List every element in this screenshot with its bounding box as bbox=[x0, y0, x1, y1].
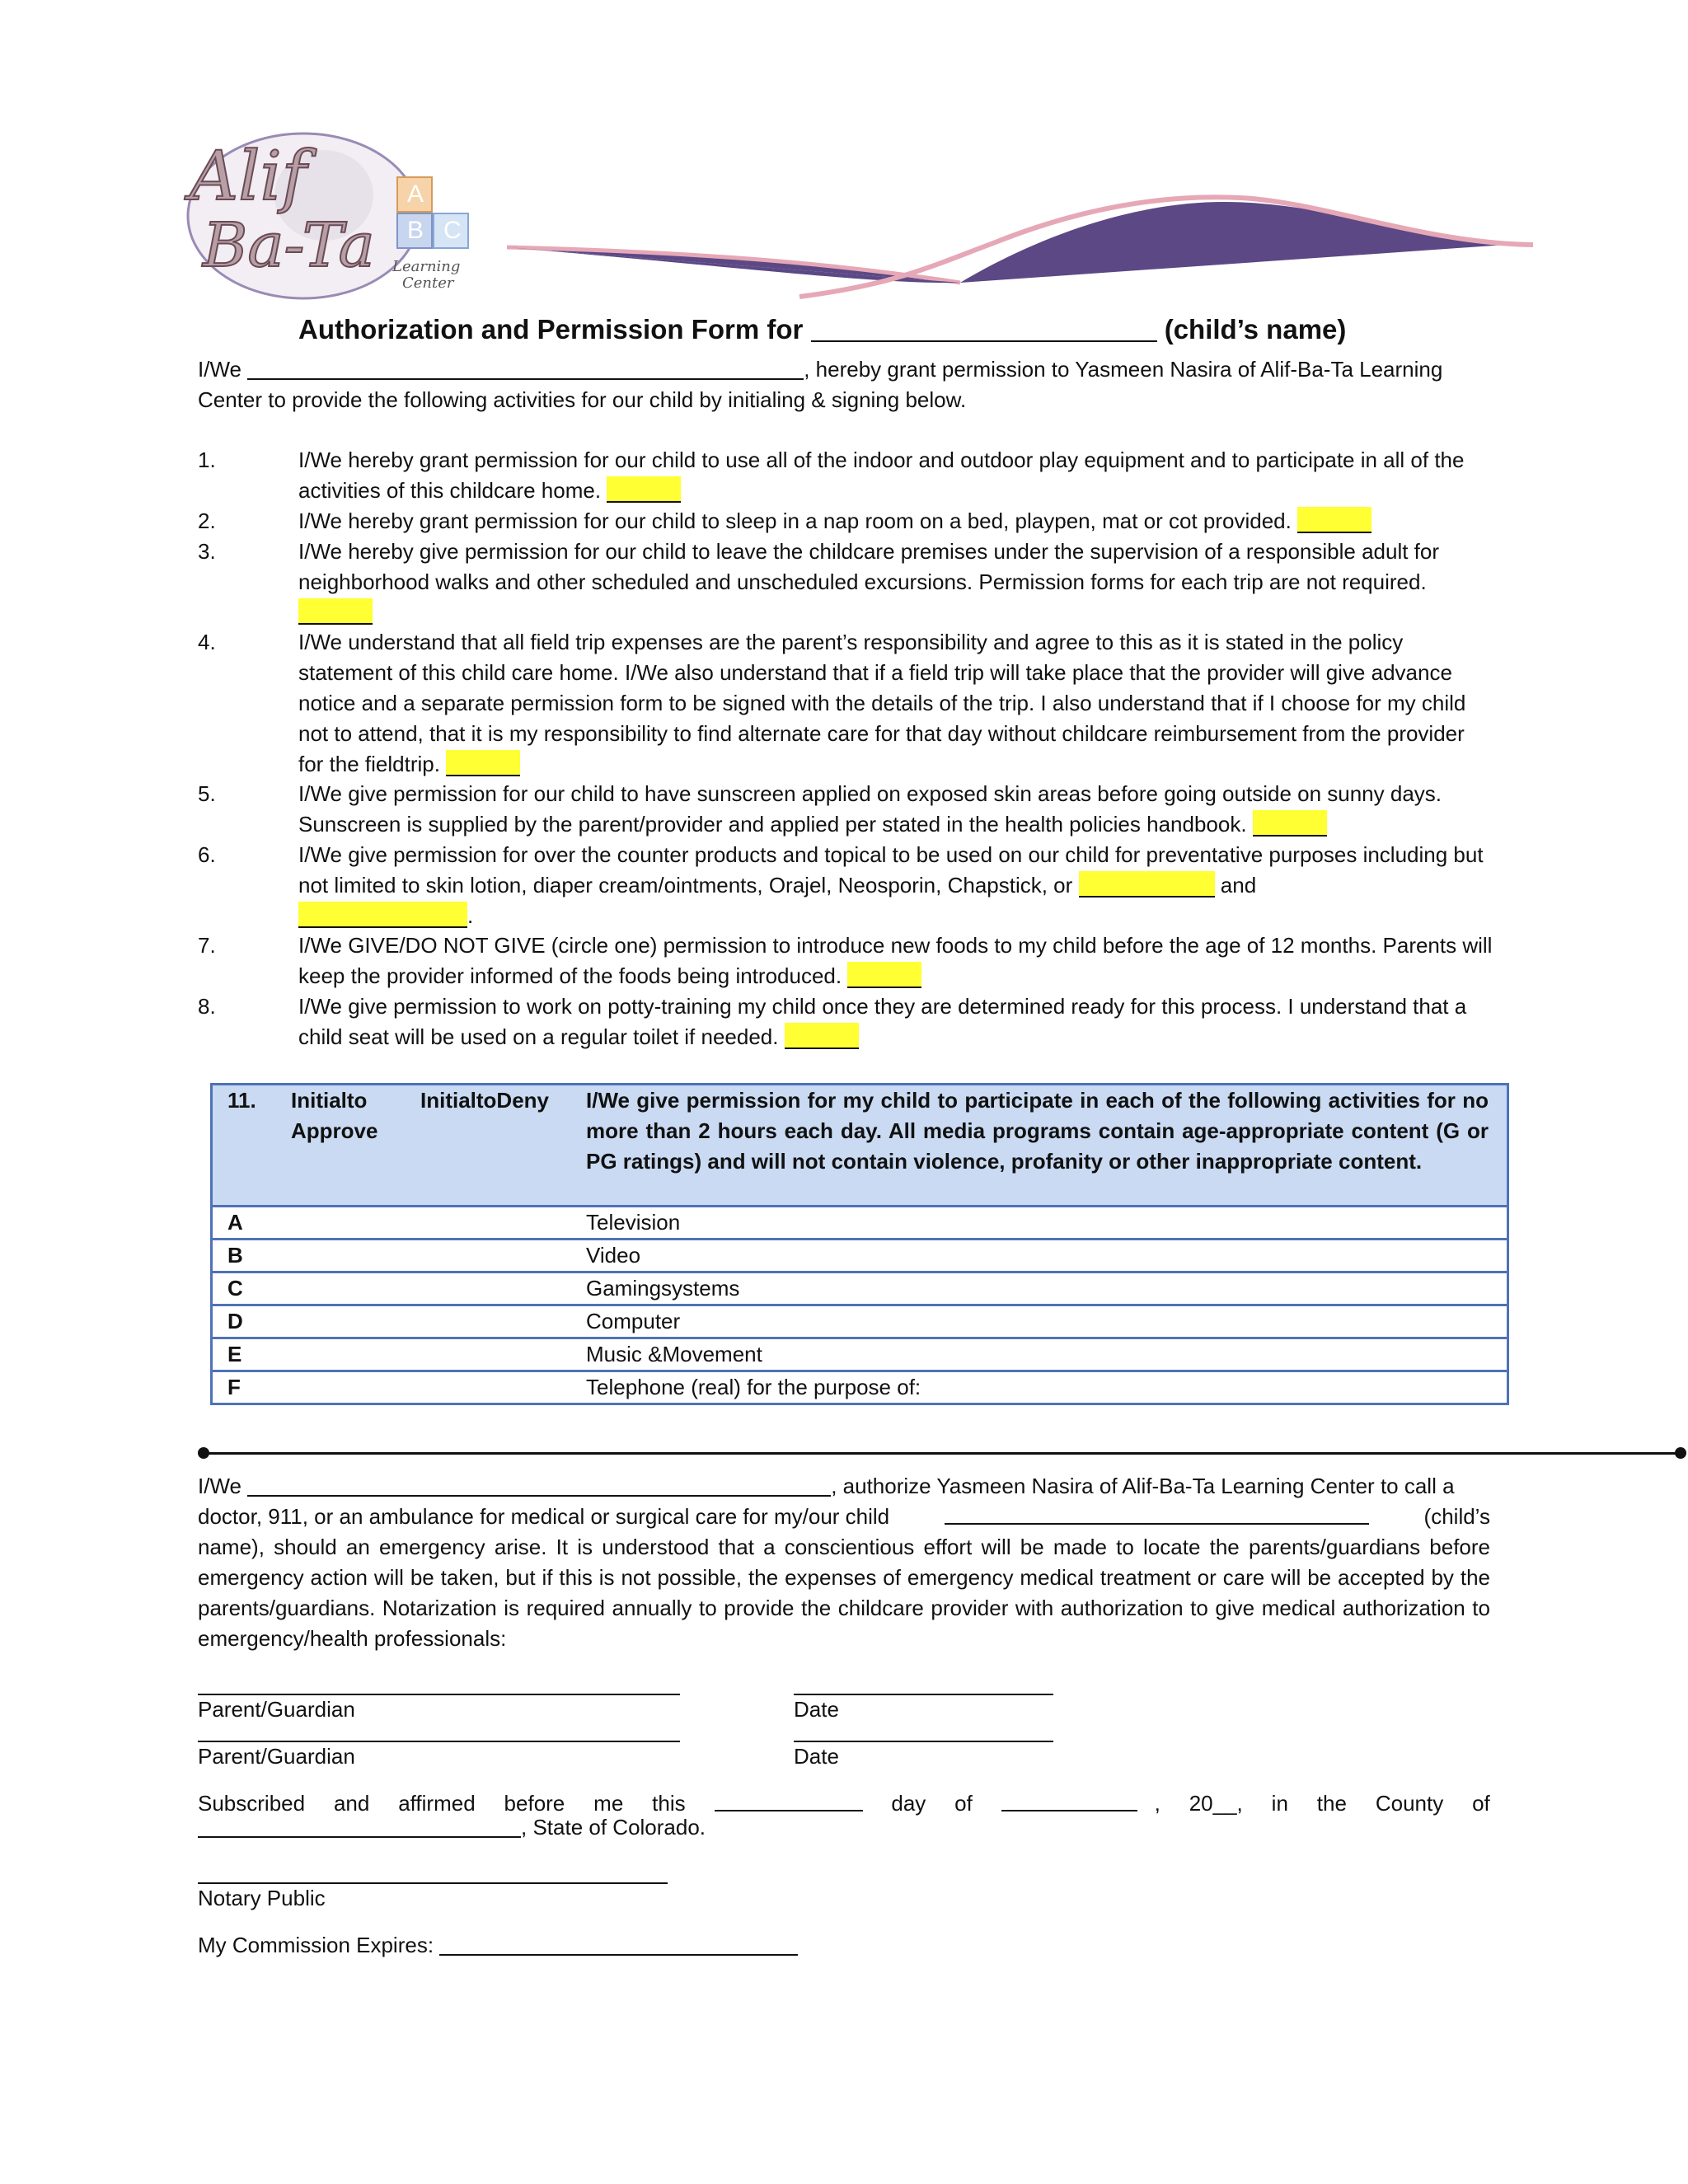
header-wave-decoration bbox=[499, 194, 1537, 305]
item-text: I/We understand that all field trip expenses are the parent’s responsibility and agree to this as it is stated in the policy statement of this child care home. I/We also understand that if a field trip will take place that the provider will give advance notice and a separate permission form to be signed with the details of the trip. I also understand that if I choose for my child not to attend, that it is my responsibility to find alternate care for that day without childcare reimbursement from the provider for the fieldtrip. bbox=[298, 630, 1466, 776]
item-text: I/We GIVE/DO NOT GIVE (circle one) permission to introduce new foods to my child before the age of 12 months. Parents will keep the provider informed of the foods being introduced. bbox=[298, 933, 1493, 988]
table-header-description: I/We give permission for my child to participate in each of the following activities for no more than 2 hours each day. All media programs contain age-appropriate content (G or PG ratings) and will not contain violence, profanity or other inappropriate content. bbox=[586, 1088, 1489, 1174]
item-number: 1. bbox=[198, 448, 216, 472]
row-activity: Telephone (real) for the purpose of: bbox=[586, 1375, 921, 1399]
form-title bbox=[298, 312, 1346, 348]
table-header-approve: Initialto Approve bbox=[291, 1088, 378, 1143]
item-text: I/We hereby grant permission for our child to sleep in a nap room on a bed, playpen, mat or cot provided. bbox=[298, 509, 1292, 533]
item-text: I/We give permission to work on potty-training my child once they are determined ready for this process. I understand that a child seat will be used on a regular toilet if needed. bbox=[298, 994, 1467, 1049]
medical-start: I/We bbox=[198, 1474, 241, 1498]
logo-block-b: B bbox=[407, 217, 424, 244]
notary-public-label: Notary Public bbox=[198, 1886, 326, 1910]
intro-paragraph bbox=[198, 354, 1500, 415]
logo-text-alif: Alif bbox=[190, 138, 307, 216]
notary-statement: Subscribed and affirmed before me this day of , 20__, in the County of , State of Colorado. bbox=[198, 1788, 1490, 1843]
table-row[interactable] bbox=[213, 1304, 1507, 1337]
section-divider bbox=[202, 1452, 1681, 1455]
notary-day-field[interactable] bbox=[715, 1788, 863, 1811]
table-header-row bbox=[213, 1085, 1507, 1205]
notary-word: Subscribed bbox=[198, 1791, 306, 1816]
item-number: 2. bbox=[198, 509, 216, 533]
item-number: 6. bbox=[198, 842, 216, 867]
product-field-1[interactable] bbox=[1079, 871, 1215, 898]
table-row[interactable] bbox=[213, 1370, 1507, 1403]
notary-word: this bbox=[652, 1791, 686, 1816]
logo bbox=[180, 121, 472, 316]
commission-expires bbox=[198, 1930, 798, 1961]
notary-state: , State of Colorado. bbox=[521, 1815, 706, 1840]
initial-field[interactable] bbox=[1297, 507, 1372, 533]
notary-word: County bbox=[1375, 1791, 1444, 1816]
item-number: 4. bbox=[198, 630, 216, 654]
item-text: I/We hereby give permission for our child to leave the childcare premises under the supervision of a responsible adult for neighborhood walks and other scheduled and unscheduled excursions. Permission forms for each trip are not required. bbox=[298, 539, 1440, 594]
item-number: 7. bbox=[198, 933, 216, 958]
row-activity: Television bbox=[586, 1210, 681, 1235]
child-name-field[interactable] bbox=[811, 314, 1157, 342]
divider-end-dot-left bbox=[198, 1447, 209, 1459]
medical-part4: name), should an emergency arise. It is understood that a conscientious effort will be made to locate the parents/guardians before emergency action will be taken, but if this is not possible, the expenses of emergency medical treatment or care will be accepted by the parents/guardians. Notarization is required annually to provide the childcare provider with authorization to give medical authorization to emergency/health professionals: bbox=[198, 1535, 1490, 1651]
notary-year: 20__, bbox=[1189, 1791, 1243, 1816]
table-row[interactable] bbox=[213, 1271, 1507, 1304]
parent-label-1: Parent/Guardian bbox=[198, 1697, 355, 1722]
logo-block-a: A bbox=[407, 180, 424, 208]
item-number: 8. bbox=[198, 994, 216, 1019]
row-letter: B bbox=[227, 1243, 243, 1268]
medical-part2: doctor, 911, or an ambulance for medical or surgical care for my/our child bbox=[198, 1504, 890, 1529]
intro-rest: , hereby grant permission to Yasmeen Nasira of Alif-Ba-Ta Learning bbox=[804, 357, 1443, 382]
row-letter: C bbox=[227, 1276, 243, 1301]
item-and: and bbox=[1220, 873, 1257, 898]
notary-word: of bbox=[954, 1791, 973, 1816]
title-suffix: (child’s name) bbox=[1164, 314, 1347, 344]
notary-word: before bbox=[504, 1791, 565, 1816]
notary-word: day bbox=[891, 1791, 926, 1816]
date-label-2: Date bbox=[794, 1744, 839, 1769]
row-activity: Computer bbox=[586, 1309, 681, 1333]
product-field-2[interactable] bbox=[298, 902, 467, 928]
initial-field[interactable] bbox=[607, 476, 681, 503]
table-row[interactable] bbox=[213, 1337, 1507, 1370]
date-label-1: Date bbox=[794, 1697, 839, 1722]
initial-field[interactable] bbox=[847, 962, 921, 988]
parent-label-2: Parent/Guardian bbox=[198, 1744, 355, 1769]
notary-word: the bbox=[1316, 1791, 1347, 1816]
table-header-number: 11. bbox=[227, 1088, 256, 1113]
initial-field[interactable] bbox=[785, 1023, 859, 1049]
intro-start: I/We bbox=[198, 357, 241, 382]
initial-field[interactable] bbox=[1253, 810, 1327, 837]
row-activity: Gamingsystems bbox=[586, 1276, 740, 1301]
logo-sub-learning: Learning bbox=[392, 258, 461, 275]
table-row[interactable] bbox=[213, 1238, 1507, 1271]
row-activity: Music &Movement bbox=[586, 1342, 762, 1366]
child-name-field-2[interactable] bbox=[945, 1502, 1369, 1525]
initial-field[interactable] bbox=[298, 598, 373, 625]
notary-word: in bbox=[1271, 1791, 1288, 1816]
row-activity: Video bbox=[586, 1243, 641, 1268]
item-text: I/We give permission for our child to have sunscreen applied on exposed skin areas before going outside on sunny days. Sunscreen is supplied by the parent/provider and applied per stated in the health policies handbook. bbox=[298, 781, 1442, 837]
logo-text-bata: Ba-Ta bbox=[203, 210, 375, 281]
notary-month-field[interactable] bbox=[1001, 1788, 1137, 1811]
row-letter: D bbox=[227, 1309, 243, 1333]
item-number: 3. bbox=[198, 539, 216, 564]
medical-authorization-paragraph bbox=[198, 1471, 1490, 1654]
logo-sub-center: Center bbox=[402, 274, 454, 292]
table-row[interactable] bbox=[213, 1205, 1507, 1238]
media-activities-table bbox=[210, 1083, 1509, 1405]
table-header-deny: InitialtoDeny bbox=[420, 1088, 550, 1113]
initial-field[interactable] bbox=[446, 750, 520, 776]
medical-part3: (child’s bbox=[1423, 1504, 1490, 1529]
item-number: 5. bbox=[198, 781, 216, 806]
row-letter: E bbox=[227, 1342, 242, 1366]
row-letter: F bbox=[227, 1375, 241, 1399]
notary-word: and bbox=[333, 1791, 370, 1816]
notary-word: of bbox=[1472, 1791, 1490, 1816]
guardian-name-field[interactable] bbox=[247, 1474, 831, 1497]
intro-line2: Center to provide the following activities for our child by initialing & signing below. bbox=[198, 387, 967, 412]
title-prefix: Authorization and Permission Form for bbox=[298, 314, 804, 344]
notary-word: affirmed bbox=[398, 1791, 476, 1816]
item-text: I/We give permission for over the counter products and topical to be used on our child for preventative purposes including but not limited to skin lotion, diaper cream/ointments, Orajel, Neosporin, Chapstick, or bbox=[298, 842, 1484, 898]
parent-name-field[interactable] bbox=[247, 357, 804, 380]
medical-part1: , authorize Yasmeen Nasira of Alif-Ba-Ta Learning Center to call a bbox=[831, 1474, 1455, 1498]
notary-word: me bbox=[593, 1791, 624, 1816]
row-letter: A bbox=[227, 1210, 243, 1235]
commission-date-field[interactable] bbox=[439, 1933, 798, 1956]
notary-county-field[interactable] bbox=[198, 1815, 521, 1838]
logo-block-c: C bbox=[443, 217, 462, 244]
divider-end-dot-right bbox=[1675, 1447, 1686, 1459]
item-text: I/We hereby grant permission for our child to use all of the indoor and outdoor play equipment and to participate in all of the activities of this childcare home. bbox=[298, 448, 1465, 503]
commission-label: My Commission Expires: bbox=[198, 1933, 434, 1957]
